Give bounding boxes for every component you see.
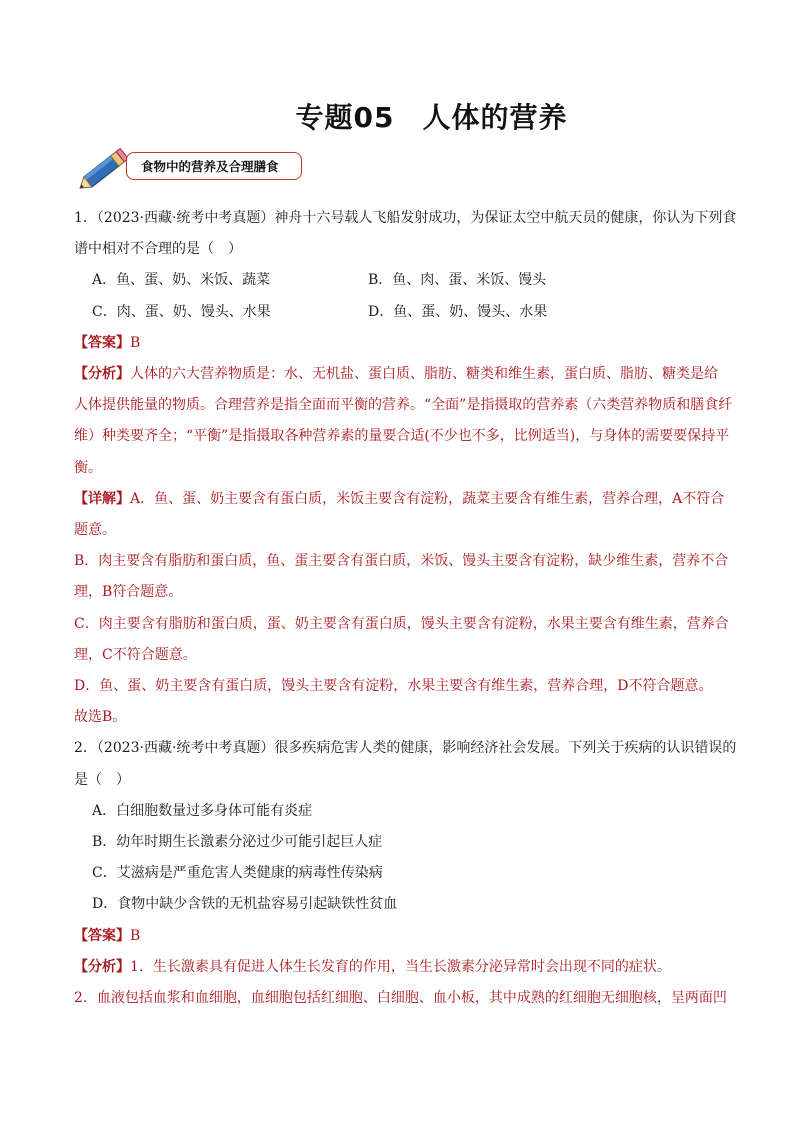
q2-option-b: B．幼年时期生长激素分泌过少可能引起巨人症: [92, 834, 383, 851]
q1-detail-a-line1: [74, 484, 724, 515]
q2-analysis-text1: 1．生长激素具有促进人体生长发育的作用，当生长激素分泌异常时会出现不同的症状。: [130, 958, 671, 975]
q1-answer: [74, 328, 724, 359]
q1-detail-a-text: A．鱼、蛋、奶主要含有蛋白质，米饭主要含有淀粉，蔬菜主要含有维生素，营养合理，A不符合: [130, 490, 725, 507]
q2-option-c: C．艾滋病是严重危害人类健康的病毒性传染病: [92, 865, 383, 882]
q2-analysis-line2: 2．血液包括血浆和血细胞，血细胞包括红细胞、白细胞、血小板，其中成熟的红细胞无细胞核，呈两面凹: [74, 990, 727, 1007]
q1-option-b: B．鱼、肉、蛋、米饭、馒头: [368, 272, 547, 289]
q1-stem-line2: 谱中相对不合理的是（ ）: [74, 241, 242, 258]
q1-answer-value: B: [130, 334, 141, 351]
q1-detail-b-line2: 理，B符合题意。: [74, 584, 183, 601]
q1-answer-tag: 【答案】: [74, 334, 130, 351]
q1-option-a: A．鱼、蛋、奶、米饭、蔬菜: [92, 272, 271, 289]
q1-options-row2: [74, 297, 724, 328]
q2-answer-tag: 【答案】: [74, 927, 130, 944]
content: [74, 203, 737, 1014]
q1-detail-tag: 【详解】: [74, 490, 130, 507]
q2-stem-line1: 2．（2023·西藏·统考中考真题）很多疾病危害人类的健康，影响经济社会发展。下列关于疾病的认识错误的: [74, 740, 737, 757]
q1-stem-line1: 1．（2023·西藏·统考中考真题）神舟十六号载人飞船发射成功，为保证太空中航天员的健康，你认为下列食: [74, 210, 737, 226]
q2-stem-line2: 是（ ）: [74, 771, 130, 788]
q2-option-d: D．食物中缺少含铁的无机盐容易引起缺铁性贫血: [92, 896, 398, 913]
q1-detail-a-line2: 题意。: [74, 522, 116, 539]
q1-analysis-line4: 衡。: [74, 459, 102, 476]
q1-analysis-line3: 维）种类要齐全；“平衡”是指摄取各种营养素的量要合适(不少也不多，比例适当)，与身体的需要要保持平: [74, 428, 730, 445]
pencil-icon: [74, 146, 134, 194]
q1-analysis-line2: 人体提供能量的物质。合理营养是指全面而平衡的营养。“全面”是指摄取的营养素（六类营养物质和膳食纤: [74, 397, 733, 414]
page-title: [0, 96, 793, 136]
q2-analysis-tag: 【分析】: [74, 958, 130, 975]
section-banner: [74, 146, 314, 190]
q1-analysis-line1: [74, 359, 724, 390]
section-label: 食物中的营养及合理膳食: [126, 152, 302, 180]
q1-analysis-text1: 人体的六大营养物质是：水、无机盐、蛋白质、脂肪、糖类和维生素，蛋白质、脂肪、糖类是给: [130, 366, 718, 383]
q1-analysis-tag: 【分析】: [74, 366, 130, 383]
title-part1: 专题05: [295, 101, 395, 134]
q1-detail-c-line1: C．肉主要含有脂肪和蛋白质，蛋、奶主要含有蛋白质，馒头主要含有淀粉，水果主要含有维生素，营养合: [74, 615, 729, 632]
q2-answer: [74, 921, 724, 952]
q1-option-d: D．鱼、蛋、奶、馒头、水果: [368, 303, 548, 320]
q2-option-a: A．白细胞数量过多身体可能有炎症: [92, 802, 313, 819]
q1-option-c: C．肉、蛋、奶、馒头、水果: [92, 303, 271, 320]
q2-analysis-line1: [74, 952, 724, 983]
q1-detail-d: D．鱼、蛋、奶主要含有蛋白质，馒头主要含有淀粉，水果主要含有维生素，营养合理，D不符合题意。: [74, 678, 713, 695]
q2-answer-value: B: [130, 927, 141, 944]
q1-conclusion: 故选B。: [74, 709, 127, 726]
q1-detail-c-line2: 理，C不符合题意。: [74, 646, 197, 663]
title-part2: 人体的营养: [422, 101, 568, 134]
q1-options-row1: [74, 265, 724, 296]
q1-detail-b-line1: B．肉主要含有脂肪和蛋白质，鱼、蛋主要含有蛋白质，米饭、馒头主要含有淀粉，缺少维生素，营养不合: [74, 553, 729, 570]
